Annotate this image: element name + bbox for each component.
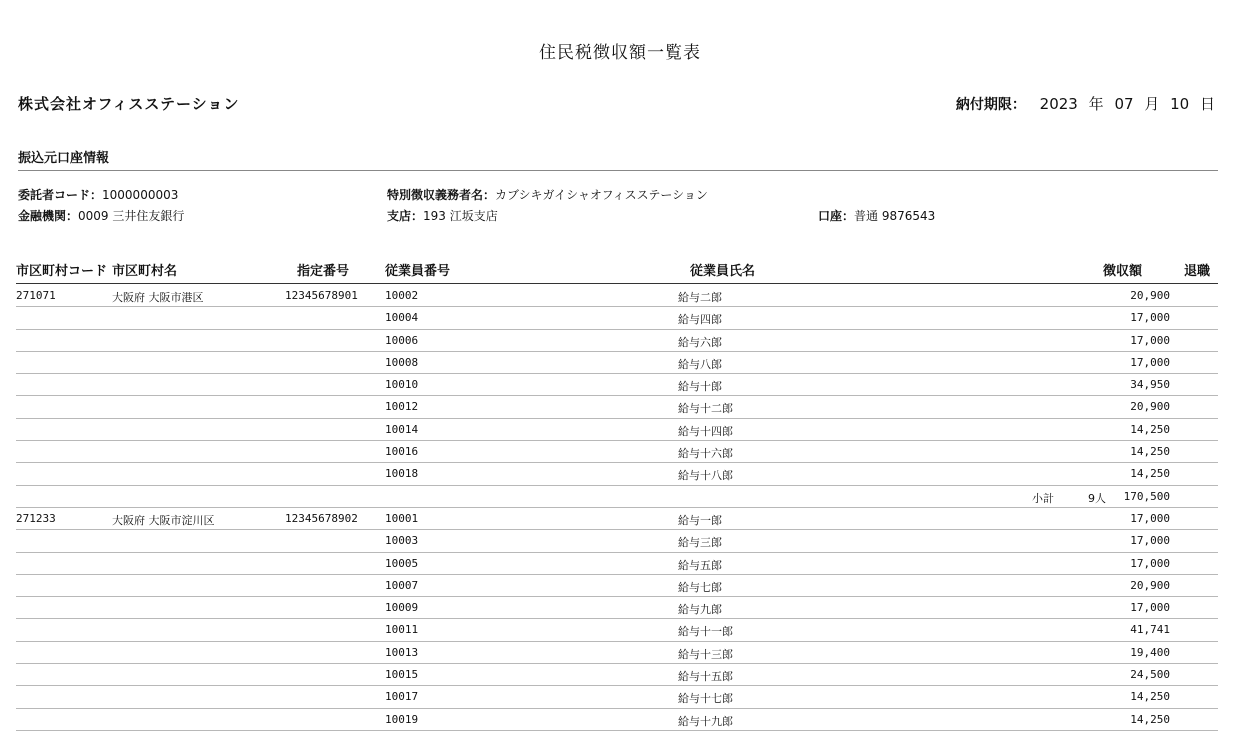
city-code-cell: 271071 bbox=[16, 289, 56, 302]
employee-no-cell: 10014 bbox=[385, 422, 419, 436]
employee-name-cell: 給与一郎 bbox=[678, 513, 722, 527]
branch bbox=[387, 207, 498, 224]
table-row bbox=[16, 352, 1218, 374]
amount-cell: 14,250 bbox=[1130, 445, 1170, 459]
table-row bbox=[16, 530, 1218, 552]
obligor-name-value: カブシキガイシャオフィスステーション bbox=[495, 188, 708, 202]
employee-no-cell: 10001 bbox=[385, 511, 419, 525]
employee-no-cell: 10008 bbox=[385, 355, 419, 369]
employee-name-cell: 給与十九郎 bbox=[678, 714, 733, 728]
designation-no-cell: 12345678902 bbox=[285, 511, 358, 525]
employee-name-cell: 給与十郎 bbox=[678, 380, 722, 394]
deadline-day-unit: 日 bbox=[1199, 95, 1215, 113]
amount-cell: 34,950 bbox=[1130, 378, 1170, 392]
header-employee-no: 従業員番号 bbox=[385, 264, 451, 279]
employee-name-cell: 給与四郎 bbox=[678, 313, 722, 327]
city-name-cell: 大阪府 大阪市港区 bbox=[112, 291, 204, 304]
header-designation-no: 指定番号 bbox=[297, 264, 350, 279]
branch-value: 193 江坂支店 bbox=[423, 209, 498, 223]
employee-no-cell: 10015 bbox=[385, 668, 419, 682]
amount-cell: 20,900 bbox=[1130, 289, 1170, 302]
employee-name-cell: 給与十八郎 bbox=[678, 469, 733, 483]
table-row bbox=[16, 553, 1218, 575]
amount-cell: 14,250 bbox=[1130, 690, 1170, 704]
table-row bbox=[16, 508, 1218, 530]
financial-institution-label: 金融機関： bbox=[18, 209, 79, 223]
employee-no-cell: 10016 bbox=[385, 445, 419, 459]
table-row bbox=[16, 619, 1218, 641]
table-row bbox=[16, 285, 1218, 307]
branch-label: 支店： bbox=[387, 209, 424, 223]
subtotal-count: 9人 bbox=[1088, 491, 1106, 505]
employee-no-cell: 10019 bbox=[385, 712, 419, 726]
amount-cell: 17,000 bbox=[1130, 355, 1170, 369]
amount-cell: 41,741 bbox=[1130, 623, 1170, 637]
amount-cell: 14,250 bbox=[1130, 467, 1170, 481]
employee-name-cell: 給与九郎 bbox=[678, 603, 722, 617]
header-divider bbox=[16, 283, 1218, 284]
amount-cell: 20,900 bbox=[1130, 400, 1170, 414]
employee-no-cell: 10017 bbox=[385, 690, 419, 704]
employee-name-cell: 給与十一郎 bbox=[678, 625, 733, 639]
table-row bbox=[16, 396, 1218, 418]
amount-cell: 17,000 bbox=[1130, 601, 1170, 615]
city-name-cell: 大阪府 大阪市淀川区 bbox=[112, 513, 215, 527]
table-row bbox=[16, 709, 1218, 731]
table-row bbox=[16, 597, 1218, 619]
amount-cell: 14,250 bbox=[1130, 422, 1170, 436]
table-row bbox=[16, 686, 1218, 708]
employee-no-cell: 10007 bbox=[385, 578, 419, 592]
amount-cell: 17,000 bbox=[1130, 556, 1170, 570]
table-row bbox=[16, 419, 1218, 441]
subtotal-row bbox=[16, 486, 1218, 508]
employee-no-cell: 10006 bbox=[385, 333, 419, 347]
header-amount: 徴収額 bbox=[1103, 264, 1143, 279]
employee-no-cell: 10010 bbox=[385, 378, 419, 392]
table-row bbox=[16, 575, 1218, 597]
financial-institution bbox=[18, 207, 184, 224]
consignor-code-label: 委託者コード： bbox=[18, 188, 103, 202]
payment-deadline bbox=[956, 93, 1218, 114]
table-row bbox=[16, 374, 1218, 396]
table-row bbox=[16, 463, 1218, 485]
table-row bbox=[16, 330, 1218, 352]
amount-cell: 170,500 bbox=[1123, 489, 1170, 503]
employee-no-cell: 10004 bbox=[385, 311, 419, 325]
company-name: 株式会社オフィスステーション bbox=[18, 95, 240, 113]
employee-name-cell: 給与十六郎 bbox=[678, 447, 733, 461]
deadline-year: 2023 bbox=[1039, 95, 1078, 113]
deadline-year-unit: 年 bbox=[1088, 95, 1104, 113]
employee-name-cell: 給与十七郎 bbox=[678, 692, 733, 706]
amount-cell: 19,400 bbox=[1130, 645, 1170, 659]
deadline-month: 07 bbox=[1114, 95, 1134, 113]
consignor-code bbox=[18, 186, 178, 203]
header-retired: 退職 bbox=[1184, 264, 1211, 279]
bank-account-value: 普通 9876543 bbox=[854, 209, 936, 223]
employee-name-cell: 給与十四郎 bbox=[678, 424, 733, 438]
employee-name-cell: 給与七郎 bbox=[678, 580, 722, 594]
table-row bbox=[16, 642, 1218, 664]
deadline-label: 納付期限： bbox=[955, 97, 1026, 113]
bank-account bbox=[818, 207, 935, 224]
obligor-name-label: 特別徴収義務者名： bbox=[387, 188, 496, 202]
employee-no-cell: 10013 bbox=[385, 645, 419, 659]
employee-name-cell: 給与十五郎 bbox=[678, 670, 733, 684]
designation-no-cell: 12345678901 bbox=[285, 289, 358, 302]
employee-name-cell: 給与三郎 bbox=[678, 536, 722, 550]
header-city-code: 市区町村コード bbox=[16, 264, 108, 279]
account-section-heading: 振込元口座情報 bbox=[18, 151, 110, 166]
tax-table-body bbox=[16, 285, 1218, 731]
deadline-month-unit: 月 bbox=[1144, 95, 1160, 113]
page-title: 住民税徴収額一覧表 bbox=[539, 43, 701, 63]
header-employee-name: 従業員氏名 bbox=[690, 264, 756, 279]
section-divider bbox=[18, 170, 1218, 171]
employee-name-cell: 給与十三郎 bbox=[678, 647, 733, 661]
employee-no-cell: 10009 bbox=[385, 601, 419, 615]
table-row bbox=[16, 664, 1218, 686]
header-city-name: 市区町村名 bbox=[112, 264, 178, 279]
amount-cell: 14,250 bbox=[1130, 712, 1170, 726]
employee-no-cell: 10011 bbox=[385, 623, 419, 637]
employee-name-cell: 給与十二郎 bbox=[678, 402, 733, 416]
deadline-day: 10 bbox=[1170, 95, 1190, 113]
employee-name-cell: 給与二郎 bbox=[678, 291, 722, 304]
financial-institution-value: 0009 三井住友銀行 bbox=[78, 209, 185, 223]
employee-no-cell: 10003 bbox=[385, 534, 419, 548]
amount-cell: 20,900 bbox=[1130, 578, 1170, 592]
amount-cell: 17,000 bbox=[1130, 333, 1170, 347]
employee-name-cell: 給与六郎 bbox=[678, 335, 722, 349]
employee-name-cell: 給与八郎 bbox=[678, 357, 722, 371]
amount-cell: 24,500 bbox=[1130, 668, 1170, 682]
bank-account-label: 口座： bbox=[818, 209, 855, 223]
employee-name-cell: 給与五郎 bbox=[678, 558, 722, 572]
subtotal-label: 小計 bbox=[1032, 491, 1054, 505]
table-row bbox=[16, 441, 1218, 463]
employee-no-cell: 10018 bbox=[385, 467, 419, 481]
obligor-name bbox=[387, 186, 708, 203]
employee-no-cell: 10005 bbox=[385, 556, 419, 570]
amount-cell: 17,000 bbox=[1130, 511, 1170, 525]
consignor-code-value: 1000000003 bbox=[102, 188, 179, 202]
employee-no-cell: 10012 bbox=[385, 400, 419, 414]
employee-no-cell: 10002 bbox=[385, 289, 419, 302]
table-row bbox=[16, 307, 1218, 329]
amount-cell: 17,000 bbox=[1130, 534, 1170, 548]
city-code-cell: 271233 bbox=[16, 511, 56, 525]
amount-cell: 17,000 bbox=[1130, 311, 1170, 325]
